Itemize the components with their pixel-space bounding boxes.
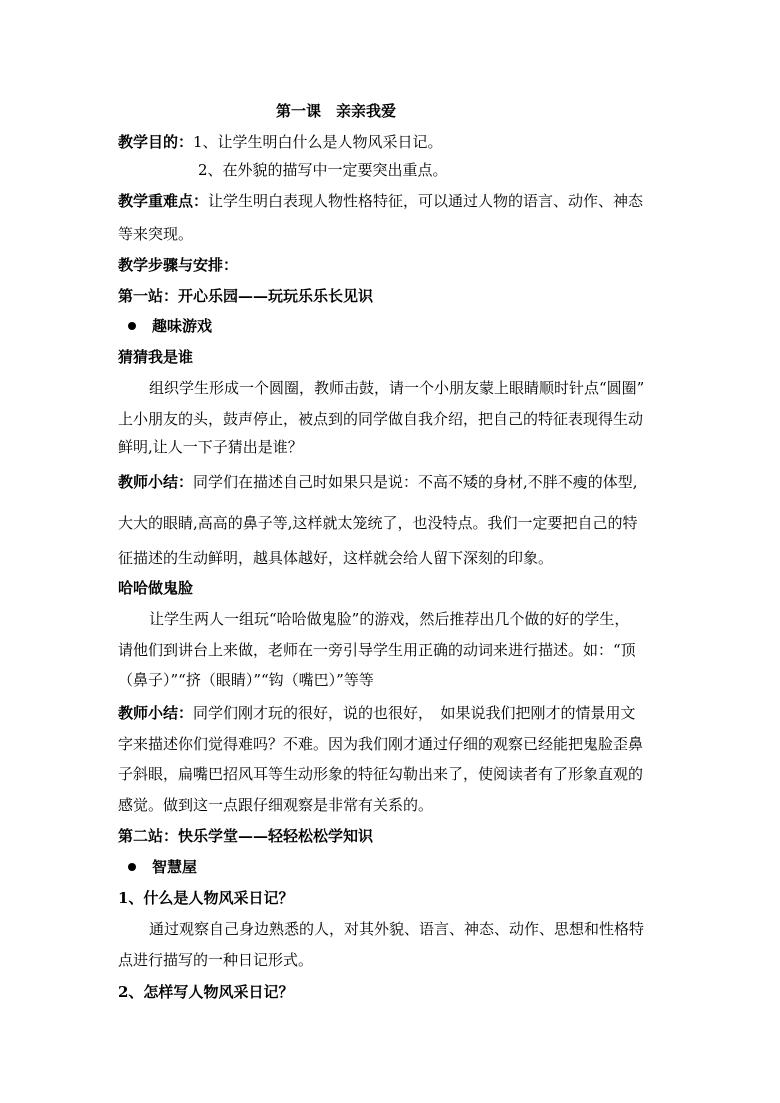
question-1: 1、什么是人物风采日记？ — [118, 889, 294, 907]
objective-label: 教学目的： — [118, 133, 194, 151]
game2-title: 哈哈做鬼脸 — [118, 579, 194, 597]
game1-paragraph-3: 鲜明,让人一下子猜出是谁？ — [118, 438, 303, 456]
game2-summary-4: 感觉。做到这一点跟仔细观察是非常有关系的。 — [118, 796, 434, 814]
difficulty-text-1: 让学生明白表现人物性格特征，可以通过人物的语言、动作、神态 — [208, 192, 644, 210]
difficulty-text-2: 等来突现。 — [118, 225, 194, 243]
steps-heading: 教学步骤与安排： — [118, 256, 239, 274]
game2-paragraph-1: 让学生两人一组玩“哈哈做鬼脸”的游戏，然后推荐出几个做的好的学生， — [149, 610, 630, 628]
station1-heading: 第一站：开心乐园——玩玩乐乐长见识 — [118, 287, 374, 305]
game1-summary-1 — [118, 472, 663, 492]
game1-paragraph-1: 组织学生形成一个圆圈，教师击鼓，请一个小朋友蒙上眼睛顺时针点“圆圈” — [149, 379, 645, 397]
question-2: 2、怎样写人物风采日记？ — [118, 983, 294, 1001]
game2-summary-3: 子斜眼，扁嘴巴招风耳等生动形象的特征勾勒出来了，使阅读者有了形象直观的 — [118, 765, 644, 783]
answer-1-line-2: 点进行描写的一种日记形式。 — [118, 951, 314, 969]
game1-title: 猜猜我是谁 — [118, 348, 194, 366]
bullet-dot-icon — [128, 322, 136, 330]
difficulty-label: 教学重难点： — [118, 192, 209, 210]
game2-summary-1 — [118, 703, 663, 723]
game2-paragraph-3: （鼻子）”“挤（眼睛）”“钩（嘴巴）”等等 — [118, 671, 374, 689]
answer-1-line-1: 通过观察自己身边熟悉的人，对其外貌、语言、神态、动作、思想和性格特 — [149, 920, 645, 938]
bullet-dot-icon — [128, 863, 136, 871]
objective-item-2: 2、在外貌的描写中一定要突出重点。 — [198, 161, 448, 179]
lesson-title-text: 第一课 亲亲我爱 — [276, 102, 397, 120]
game2-summary-label: 教师小结： — [118, 704, 194, 722]
game1-summary-label: 教师小结： — [118, 473, 194, 491]
game1-paragraph-2: 上小朋友的头，鼓声停止，被点到的同学做自我介绍，把自己的特征表现得生动 — [118, 410, 644, 428]
game2-summary-2: 字来描述你们觉得难吗？不难。因为我们刚才通过仔细的观察已经能把鬼脸歪鼻 — [118, 735, 644, 753]
game2-summary-text-1: 同学们刚才玩的很好，说的也很好， 如果说我们把刚才的情景用文 — [193, 704, 636, 722]
game1-summary-3: 征描述的生动鲜明，越具体越好，这样就会给人留下深刻的印象。 — [118, 549, 554, 567]
station2-heading: 第二站：快乐学堂——轻轻松松学知识 — [118, 827, 374, 845]
game1-summary-2: 大大的眼睛,高高的鼻子等,这样就太笼统了，也没特点。我们一定要把自己的特 — [118, 514, 638, 532]
station1-bullet: 趣味游戏 — [152, 317, 213, 335]
game2-paragraph-2: 请他们到讲台上来做，老师在一旁引导学生用正确的动词来进行描述。如：“顶 — [118, 641, 636, 659]
station2-bullet: 智慧屋 — [152, 858, 198, 876]
objective-item-1: 1、让学生明白什么是人物风采日记。 — [193, 133, 443, 151]
objective-line-1 — [118, 132, 663, 152]
game1-summary-text-1: 同学们在描述自己时如果只是说：不高不矮的身材,不胖不瘦的体型, — [193, 473, 638, 491]
difficulty-line-1 — [118, 191, 663, 211]
